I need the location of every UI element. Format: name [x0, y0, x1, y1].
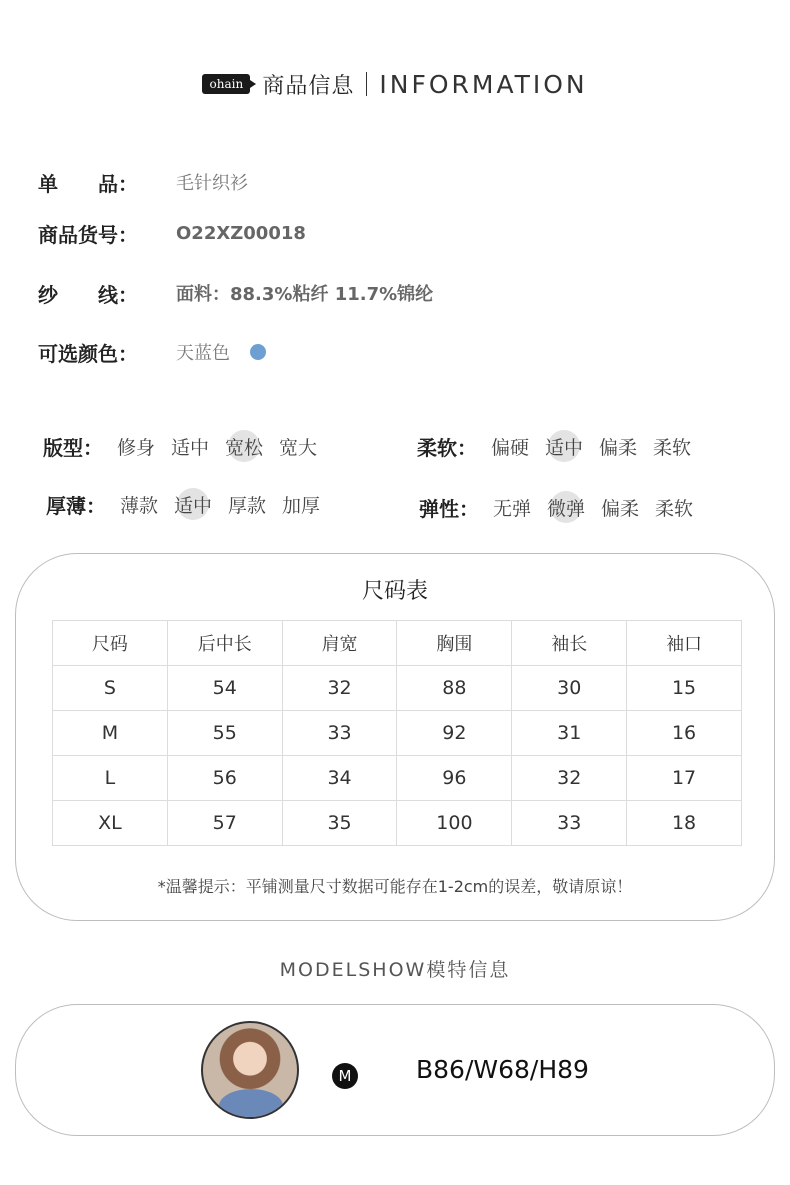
size-table-header: 后中长 — [167, 621, 282, 666]
table-cell: XL — [53, 801, 168, 846]
table-cell: 33 — [512, 801, 627, 846]
attr-softness — [417, 429, 693, 463]
attr-option-label: 微弹 — [547, 497, 586, 520]
table-cell: 17 — [627, 756, 742, 801]
size-table — [52, 620, 742, 846]
model-size-badge: M — [332, 1063, 358, 1089]
attr-option — [597, 433, 639, 460]
table-cell: 32 — [282, 666, 397, 711]
table-cell: 33 — [282, 711, 397, 756]
attr-option — [226, 491, 268, 518]
attr-option — [653, 494, 695, 521]
brand-logo: ohain — [202, 74, 250, 94]
attr-option — [223, 433, 265, 460]
table-cell: 88 — [397, 666, 512, 711]
table-cell: S — [53, 666, 168, 711]
header-title-en: INFORMATION — [379, 69, 588, 99]
attr-option-label: 无弹 — [493, 497, 532, 520]
attr-option — [491, 494, 533, 521]
info-value: O22XZ00018 — [176, 222, 306, 244]
size-table-header: 胸围 — [397, 621, 512, 666]
size-table-body — [53, 666, 742, 846]
table-row — [53, 711, 742, 756]
table-cell: 92 — [397, 711, 512, 756]
attr-option — [543, 433, 585, 460]
table-cell: 55 — [167, 711, 282, 756]
model-card — [15, 1004, 775, 1136]
attr-option-label: 宽大 — [279, 436, 318, 459]
table-cell: 56 — [167, 756, 282, 801]
attr-label: 柔软： — [417, 435, 477, 460]
attr-option-label: 宽松 — [225, 436, 264, 459]
table-cell: 35 — [282, 801, 397, 846]
attr-option — [115, 433, 157, 460]
attr-elasticity — [419, 490, 695, 524]
info-label: 单 品： — [38, 171, 138, 196]
attr-option — [172, 491, 214, 518]
size-note: *温馨提示：平铺测量尺寸数据可能存在1-2cm的误差，敬请原谅！ — [157, 877, 633, 896]
section-header — [0, 66, 790, 102]
size-table-header: 尺码 — [53, 621, 168, 666]
attr-option-label: 适中 — [174, 494, 213, 517]
attr-option-label: 厚款 — [228, 494, 267, 517]
size-table-header: 袖长 — [512, 621, 627, 666]
model-shirt-shape — [219, 1089, 283, 1119]
table-cell: 100 — [397, 801, 512, 846]
table-cell: M — [53, 711, 168, 756]
attr-option-label: 偏硬 — [491, 436, 530, 459]
attr-option — [599, 494, 641, 521]
model-measurements: B86/W68/H89 — [416, 1055, 589, 1084]
attr-label: 厚薄： — [46, 493, 106, 518]
attr-option-label: 柔软 — [653, 436, 692, 459]
attr-option-label: 偏柔 — [601, 497, 640, 520]
table-cell: 15 — [627, 666, 742, 711]
attr-label: 版型： — [43, 435, 103, 460]
attr-fit — [43, 429, 319, 463]
table-cell: 34 — [282, 756, 397, 801]
size-chart-title: 尺码表 — [361, 579, 428, 604]
attr-option-label: 柔软 — [655, 497, 694, 520]
attr-thickness — [46, 487, 322, 521]
table-cell: 18 — [627, 801, 742, 846]
color-swatch — [250, 344, 266, 360]
table-cell: 30 — [512, 666, 627, 711]
attr-option — [489, 433, 531, 460]
attr-option — [651, 433, 693, 460]
info-label: 可选颜色： — [38, 341, 138, 366]
table-row — [53, 801, 742, 846]
model-section-title: MODELSHOW模特信息 — [279, 959, 511, 981]
table-cell: 32 — [512, 756, 627, 801]
attr-option-label: 加厚 — [282, 494, 321, 517]
attr-label: 弹性： — [419, 496, 479, 521]
table-cell: 31 — [512, 711, 627, 756]
info-label: 纱 线： — [38, 282, 138, 307]
info-row-color — [38, 337, 266, 367]
attr-option — [118, 491, 160, 518]
attr-option-label: 适中 — [545, 436, 584, 459]
attr-option-label: 修身 — [117, 436, 156, 459]
header-title-cn: 商品信息 — [262, 73, 355, 99]
attr-option — [545, 494, 587, 521]
size-chart-card — [15, 553, 775, 921]
model-avatar — [201, 1021, 299, 1119]
size-table-header-row — [53, 621, 742, 666]
attr-option-label: 适中 — [171, 436, 210, 459]
attr-option — [277, 433, 319, 460]
table-cell: 96 — [397, 756, 512, 801]
info-value: 毛针织衫 — [176, 173, 248, 194]
info-row-item — [38, 167, 248, 197]
size-table-header: 袖口 — [627, 621, 742, 666]
table-cell: 57 — [167, 801, 282, 846]
attr-option — [280, 491, 322, 518]
info-label: 商品货号： — [38, 222, 138, 247]
table-cell: 16 — [627, 711, 742, 756]
info-value: 天蓝色 — [176, 343, 230, 364]
info-value: 面料：88.3%粘纤 11.7%锦纶 — [176, 284, 434, 305]
attr-option-label: 薄款 — [120, 494, 159, 517]
attr-option-label: 偏柔 — [599, 436, 638, 459]
info-row-sku — [38, 218, 306, 248]
header-divider — [366, 72, 367, 96]
info-row-yarn — [38, 278, 433, 308]
table-cell: 54 — [167, 666, 282, 711]
table-cell: L — [53, 756, 168, 801]
table-row — [53, 666, 742, 711]
attr-option — [169, 433, 211, 460]
table-row — [53, 756, 742, 801]
size-table-header: 肩宽 — [282, 621, 397, 666]
